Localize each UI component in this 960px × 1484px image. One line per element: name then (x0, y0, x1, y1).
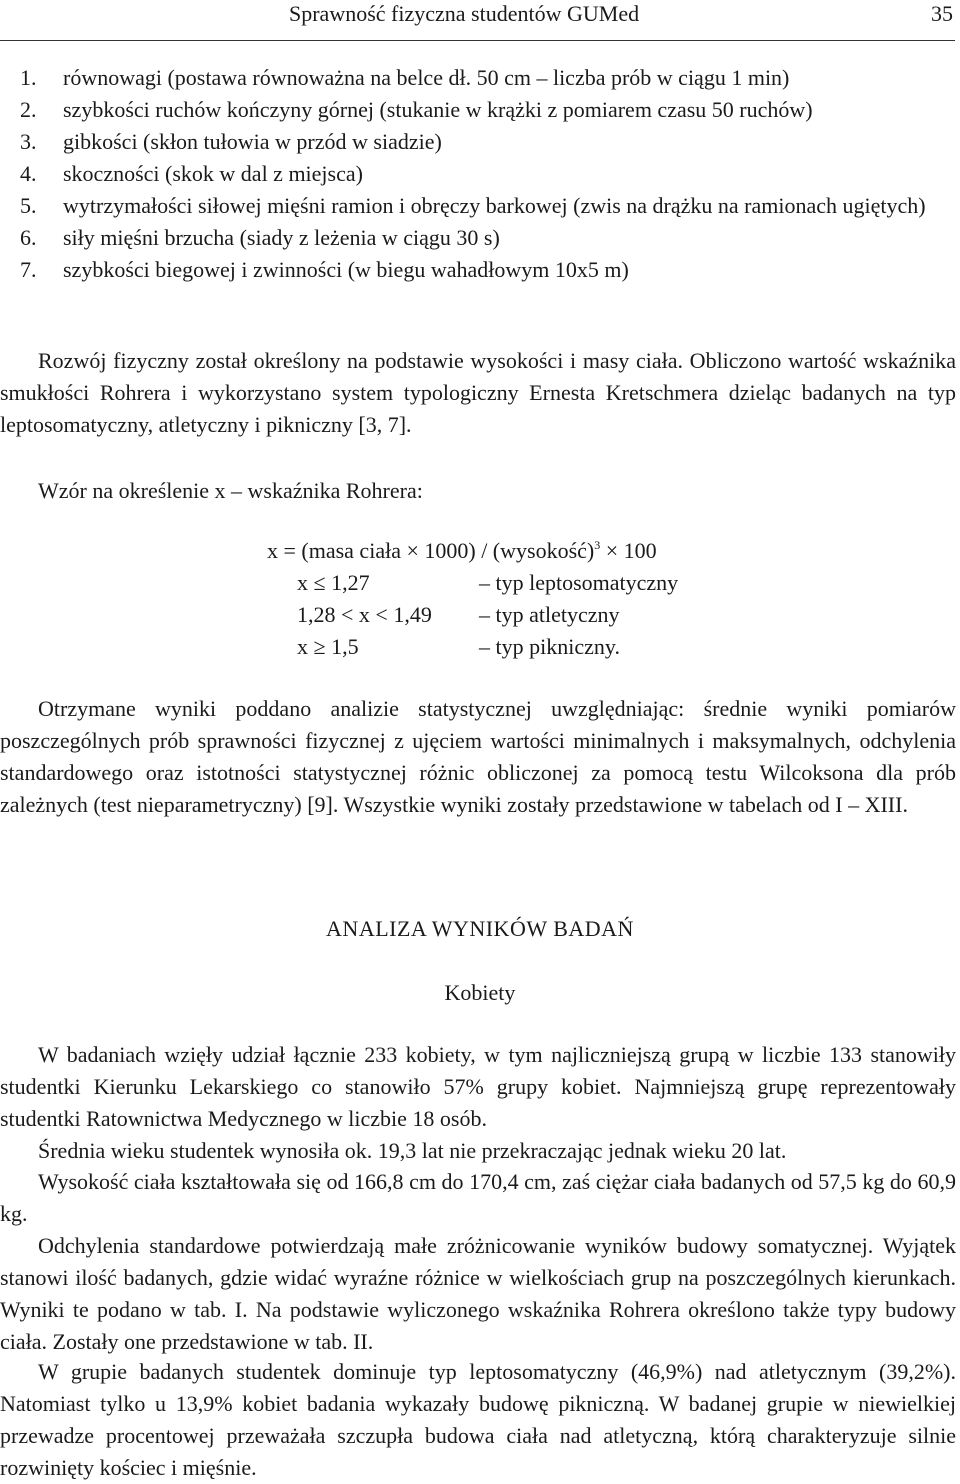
fitness-tests-list (0, 62, 958, 286)
formula-exponent: 3 (594, 538, 601, 552)
formula-body-type: – typ atletyczny (479, 602, 620, 627)
formula-label: Wzór na określenie x – wskaźnika Rohrera: (38, 478, 423, 503)
list-item-text: równowagi (postawa równoważna na belce dł. 50 cm – liczba prób w ciągu 1 min) (63, 65, 790, 90)
list-item (0, 254, 958, 286)
list-item (0, 126, 958, 158)
paragraph-statistics: Otrzymane wyniki poddano analizie statystycznej uwzględniając: średnie wyniki pomiarów poszczególnych prób sprawności fizycznej z ujęciem wartości minimalnych i maksymalnych, odchylenia standardowego oraz istotności statystycznej różnic obliczonej za pomocą testu Wilcoksona dla prób zależnych (test nieparametryczny) [9]. Wszystkie wyniki zostały przedstawione w tabelach od I – XIII. (0, 696, 956, 817)
formula-condition: 1,28 < x < 1,49 (297, 602, 432, 627)
list-item-number: 3. (20, 129, 37, 154)
list-item (0, 222, 958, 254)
list-item-number: 1. (20, 65, 37, 90)
list-item-number: 7. (20, 257, 37, 282)
formula-expression-part-a: x = (masa ciała × 1000) / (wysokość) (267, 538, 595, 563)
formula-expression (267, 535, 657, 567)
formula-condition: x ≤ 1,27 (297, 570, 370, 595)
results-paragraph: Odchylenia standardowe potwierdzają małe zróżnicowanie wyników budowy somatycznej. Wyjątek stanowi ilość badanych, gdzie widać wyraźne różnice w wielkościach grup na poszczególnych kierunkach. Wyniki te podano w tab. I. Na podstawie wyliczonego wskaźnika Rohrera określono także typy budowy ciała. Zostały one przedstawione w tab. II. (0, 1233, 956, 1354)
running-header (0, 0, 955, 41)
list-item-number: 4. (20, 161, 37, 186)
list-item-text: wytrzymałości siłowej mięśni ramion i obręczy barkowej (zwis na drążku na ramionach ugiętych) (63, 193, 926, 218)
formula-expression-part-b: × 100 (600, 538, 657, 563)
list-item (0, 94, 958, 126)
results-paragraph: Wysokość ciała kształtowała się od 166,8 cm do 170,4 cm, zaś ciężar ciała badanych od 57,5 kg do 60,9 kg. (0, 1169, 956, 1226)
results-paragraph: W badaniach wzięły udział łącznie 233 kobiety, w tym najliczniejszą grupą w liczbie 133 stanowiły studentki Kierunku Lekarskiego co stanowiło 57% grupy kobiet. Najmniejszą grupę reprezentowały studentki Ratownictwa Medycznego w liczbie 18 osób. (0, 1042, 956, 1131)
page-number: 35 (931, 1, 953, 26)
formula-condition: x ≥ 1,5 (297, 634, 359, 659)
list-item (0, 158, 958, 190)
results-paragraph: Średnia wieku studentek wynosiła ok. 19,3 lat nie przekraczając jednak wieku 20 lat. (38, 1138, 787, 1163)
subsection-title: Kobiety (444, 980, 516, 1005)
list-item-text: skoczności (skok w dal z miejsca) (63, 161, 363, 186)
running-header-title: Sprawność fizyczna studentów GUMed (289, 1, 640, 26)
section-title: ANALIZA WYNIKÓW BADAŃ (326, 916, 634, 941)
list-item-number: 2. (20, 97, 37, 122)
list-item-number: 6. (20, 225, 37, 250)
formula-body-type: – typ pikniczny. (479, 634, 620, 659)
paragraph-development: Rozwój fizyczny został określony na podstawie wysokości i masy ciała. Obliczono wartość wskaźnika smukłości Rohrera i wykorzystano system typologiczny Ernesta Kretschmera dzieląc badanych na typ leptosomatyczny, atletyczny i pikniczny [3, 7]. (0, 348, 956, 437)
list-item-text: szybkości ruchów kończyny górnej (stukanie w krążki z pomiarem czasu 50 ruchów) (63, 97, 813, 122)
list-item (0, 62, 958, 94)
results-paragraph: W grupie badanych studentek dominuje typ leptosomatyczny (46,9%) nad atletycznym (39,2%). Natomiast tylko u 13,9% kobiet badania wykazały budowę pikniczną. W badanej grupie w niewielkiej przewadze procentowej przeważała szczupła budowa ciała nad atletyczną, którą charakteryzuje silnie rozwinięty kościec i mięśnie. (0, 1359, 956, 1480)
list-item-text: gibkości (skłon tułowia w przód w siadzie) (63, 129, 442, 154)
formula-body-type: – typ leptosomatyczny (479, 570, 679, 595)
list-item (0, 190, 958, 222)
list-item-number: 5. (20, 193, 37, 218)
list-item-text: siły mięśni brzucha (siady z leżenia w ciągu 30 s) (63, 225, 500, 250)
list-item-text: szybkości biegowej i zwinności (w biegu wahadłowym 10x5 m) (63, 257, 629, 282)
